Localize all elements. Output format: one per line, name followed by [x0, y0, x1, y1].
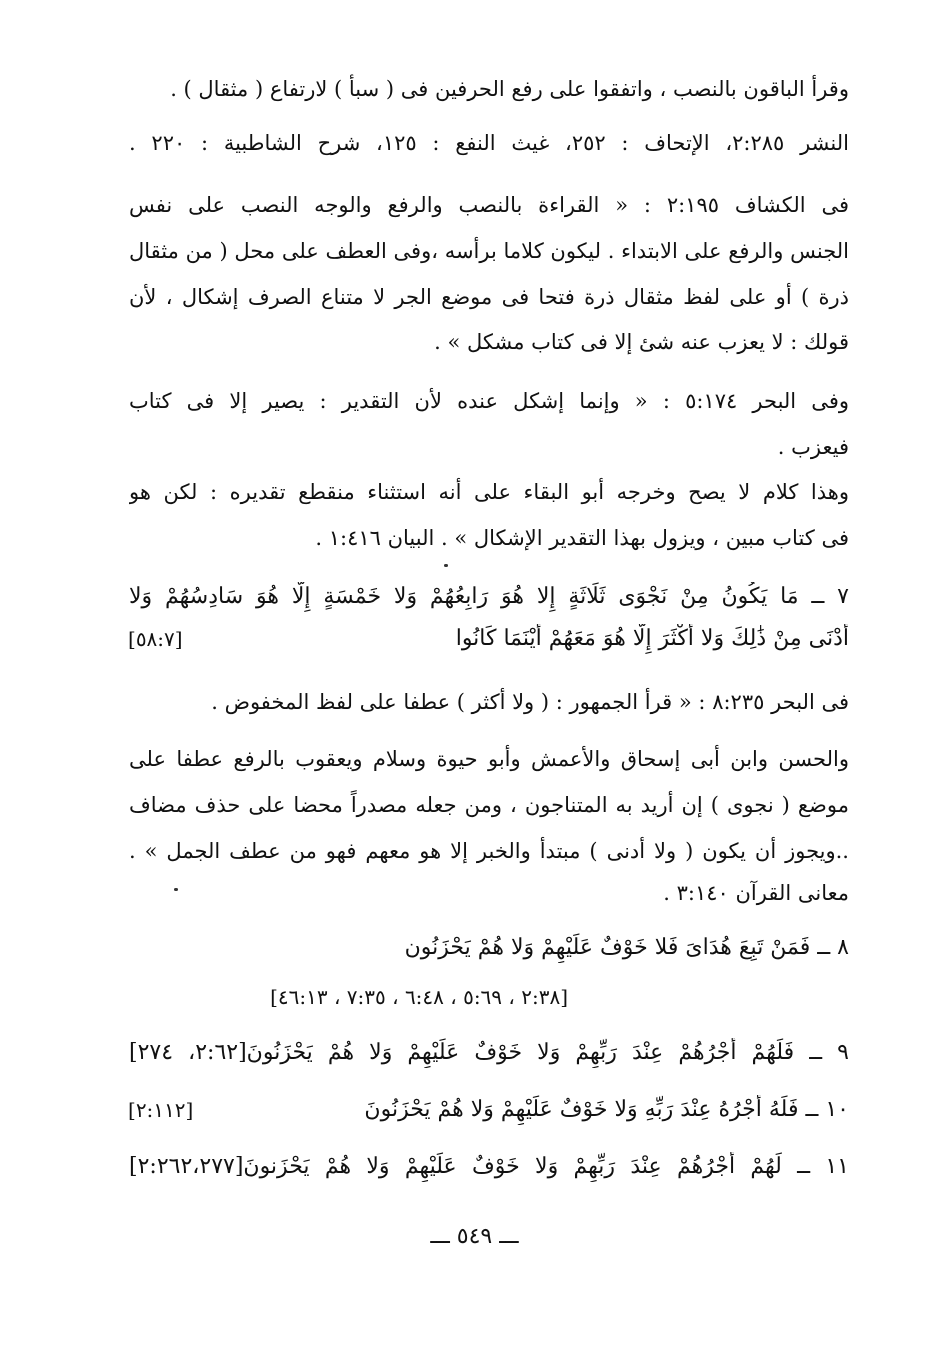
text-line: الجنس والرفع على الابتداء . ليكون كلاما برأسه ،وفى العطف على محل ( من مثقال	[129, 239, 849, 263]
verse-reference: [٥٨:٧]	[128, 627, 183, 651]
text-line: والحسن وابن أبى إسحاق والأعمش وأبو حيوة وسلام ويعقوب بالرفع عطفا على	[129, 747, 849, 771]
ink-speck	[444, 564, 448, 567]
verse-line: ١١ ــ لَهُمْ أَجْرُهُمْ عِنْدَ رَبِّهِمْ وَلا خَوْفٌ عَلَيْهِمْ وَلا هُمْ يَحْزَنونَ[٢:٢٦٢،٢٧٧]	[129, 1154, 849, 1179]
ink-speck	[174, 888, 178, 891]
text-line: فيعزب .	[777, 435, 849, 459]
text-line: موضع ( نجوى ) إن أريد به المتناجون ، ومن جعله مصدراً محضا على حذف مضاف	[129, 793, 849, 817]
text-line: قولك : لا يعزب عنه شئ إلا فى كتاب مشكل » .	[434, 330, 849, 354]
verse-line: ٧ ــ مَا يَكُونُ مِنْ نَجْوَى ثَلَاثَةٍ إِلا هُوَ رَابِعُهُمْ وَلا خَمْسَةٍ إِلَّا هُوَ سَادِسُهُمْ وَلا	[129, 584, 849, 609]
text-line: فى الكشاف ٢:١٩٥ : « القراءة بالنصب والرفع والوجه النصب على نفس	[129, 193, 849, 217]
text-line: وهذا كلام لا يصح وخرجه أبو البقاء على أنه استثناء منقطع تقديره : لكن هو	[129, 480, 849, 504]
text-line: فى كتاب مبين ، ويزول بهذا التقدير الإشكال » . البيان ١:٤١٦ .	[315, 526, 849, 550]
verse-reference: [٢:٣٨ ، ٥:٦٩ ، ٦:٤٨ ، ٧:٣٥ ، ٤٦:١٣]	[270, 985, 568, 1009]
text-line: النشر ٢:٢٨٥، الإتحاف : ٢٥٢، غيث النفع : ١٢٥، شرح الشاطبية : ٢٢٠ .	[129, 131, 849, 155]
text-line: فى البحر ٨:٢٣٥ : « قرأ الجمهور : ( ولا أكثر ) عطفا على لفظ المخفوض .	[211, 690, 849, 714]
text-line: ذرة ) أو على لفظ مثقال ذرة فتحا فى موضع الجر لا متناع الصرف إشكال ، لأن	[129, 285, 849, 309]
verse-reference: [٢:١١٢]	[128, 1098, 194, 1122]
verse-line: ٩ ــ فَلَهُمْ أَجْرُهُمْ عِنْدَ رَبِّهِمْ وَلا خَوْفٌ عَلَيْهِمْ وَلا هُمْ يَحْزَنُونَ[٢:٦٢، ٢٧٤]	[129, 1040, 849, 1065]
text-line: وفى البحر ٥:١٧٤ : « وإنما إشكل عنده لأن التقدير : يصير إلا فى كتاب	[129, 389, 849, 413]
text-line: معانى القرآن ٣:١٤٠ .	[663, 881, 849, 905]
verse-line: ١٠ ــ فَلَهُ أَجْرُهُ عِنْدَ رَبِّهِ وَلا خَوْفٌ عَلَيْهِمْ وَلا هُمْ يَحْزَنُونَ	[364, 1097, 849, 1122]
verse-line: ٨ ــ فَمَنْ تَبِعَ هُدَاىَ فَلا خَوْفٌ عَلَيْهِمْ وَلا هُمْ يَحْزَنُون	[404, 935, 849, 960]
text-line: ..ويجوز أن يكون ( ولا أدنى ) مبتدأ والخبر إلا هو معهم فهو من عطف الجمل » .	[129, 839, 849, 863]
text-line: وقرأ الباقون بالنصب ، واتفقوا على رفع الحرفين فى ( سبأ ) لارتفاع ( مثقال ) .	[170, 77, 849, 101]
verse-line: أَدْنَى مِنْ ذَٰلِكَ وَلا أَكْثَرَ إِلَّا هُوَ مَعَهُمْ أَيْنَمَا كَانُوا	[455, 626, 849, 651]
page-number: ـــ ٥٤٩ ـــ	[430, 1224, 519, 1249]
